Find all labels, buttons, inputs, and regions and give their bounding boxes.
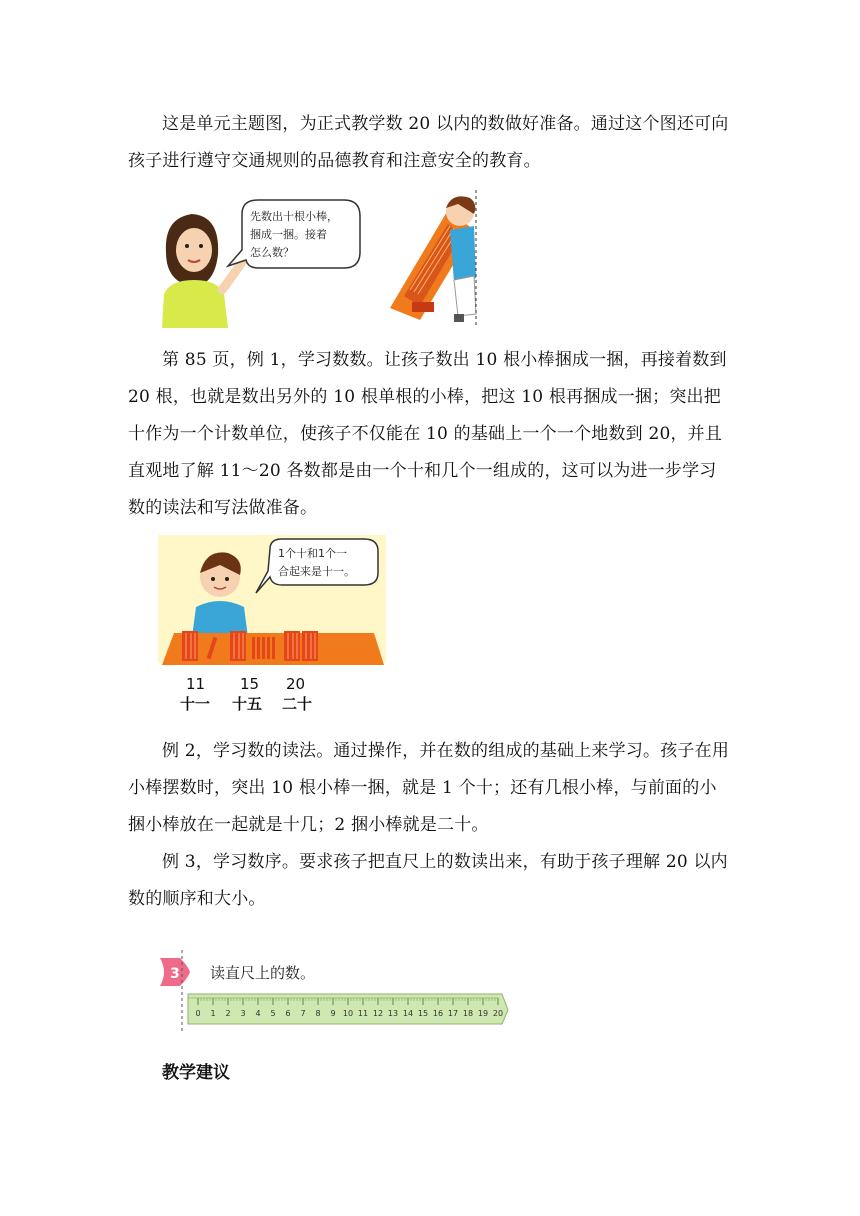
ruler-tick-label: 2 xyxy=(225,1009,231,1018)
ruler-tick-label: 10 xyxy=(342,1009,354,1018)
ruler-tick-label: 20 xyxy=(492,1009,504,1018)
ruler-tick-label: 8 xyxy=(315,1009,321,1018)
teacher-illustration xyxy=(162,214,242,328)
bubble-line: 怎么数？ xyxy=(250,246,294,259)
ruler-tick-label: 17 xyxy=(447,1009,459,1018)
ruler-tick-label: 6 xyxy=(285,1009,291,1018)
ruler-tick-label: 16 xyxy=(432,1009,444,1018)
ruler-tick-label: 9 xyxy=(330,1009,336,1018)
number-label: 11 xyxy=(186,675,206,693)
table-with-sticks xyxy=(162,631,384,665)
number-label: 20 xyxy=(286,675,306,693)
ruler-tick-label: 12 xyxy=(372,1009,384,1018)
ruler-tick-label: 13 xyxy=(387,1009,399,1018)
paragraph-example-1: 第 85 页，例 1，学习数数。让孩子数出 10 根小棒捆成一捆，再接着数到 20 根，也就是数出另外的 10 根单根的小棒，把这 10 根再捆成一捆；突出把十作为一个计数单位，使孩子不仅能在 10 的基础上一个一个地数到 20，并且直观地了解 11～20 各数都是由一个十和几个一组成的，这可以为进一步学习数的读法和写法做准备。 xyxy=(128,350,727,518)
ruler-tick-label: 15 xyxy=(417,1009,429,1018)
word-label: 二十 xyxy=(282,695,313,713)
figure-ruler xyxy=(158,950,514,1032)
paragraph-intro: 这是单元主题图，为正式教学数 20 以内的数做好准备。通过这个图还可向孩子进行遵守交通规则的品德教育和注意安全的教育。 xyxy=(128,114,729,171)
ruler-tick-label: 11 xyxy=(357,1009,369,1018)
figure-teacher-and-boy xyxy=(158,190,480,328)
figure-bundles-of-sticks xyxy=(158,535,386,713)
bubble-line: 1个十和1个一 xyxy=(278,547,347,560)
ruler-tick-label: 4 xyxy=(255,1009,261,1018)
ruler-tick-label: 3 xyxy=(240,1009,246,1018)
ruler-title: 读直尺上的数。 xyxy=(210,964,316,982)
example-badge-number: 3 xyxy=(170,966,180,982)
ruler-tick-label: 7 xyxy=(300,1009,306,1018)
bubble-line: 合起来是十一。 xyxy=(278,565,355,578)
ruler-tick-label: 5 xyxy=(270,1009,276,1018)
ruler-tick-label: 19 xyxy=(477,1009,489,1018)
ruler-tick-label: 0 xyxy=(195,1009,201,1018)
word-label: 十五 xyxy=(232,695,263,713)
ruler-tick-label: 14 xyxy=(402,1009,414,1018)
bubble-line: 先数出十根小棒， xyxy=(250,210,338,223)
word-label: 十一 xyxy=(180,695,211,713)
ruler-tick-label: 18 xyxy=(462,1009,474,1018)
bubble-line: 捆成一捆。接着 xyxy=(250,228,327,241)
speech-bubble xyxy=(228,200,360,268)
boy-with-sticks-illustration xyxy=(390,190,476,328)
number-label: 15 xyxy=(240,675,260,693)
paragraph-example-2: 例 2，学习数的读法。通过操作，并在数的组成的基础上来学习。孩子在用小棒摆数时，突出 10 根小棒一捆，就是 1 个十；还有几根小棒，与前面的小捆小棒放在一起就是十几；2 捆小棒就是二十。 xyxy=(128,741,730,835)
ruler-tick-label: 1 xyxy=(210,1009,216,1018)
section-heading: 教学建议 xyxy=(162,1063,230,1083)
paragraph-example-3: 例 3，学习数序。要求孩子把直尺上的数读出来，有助于孩子理解 20 以内数的顺序和大小。 xyxy=(128,852,728,909)
